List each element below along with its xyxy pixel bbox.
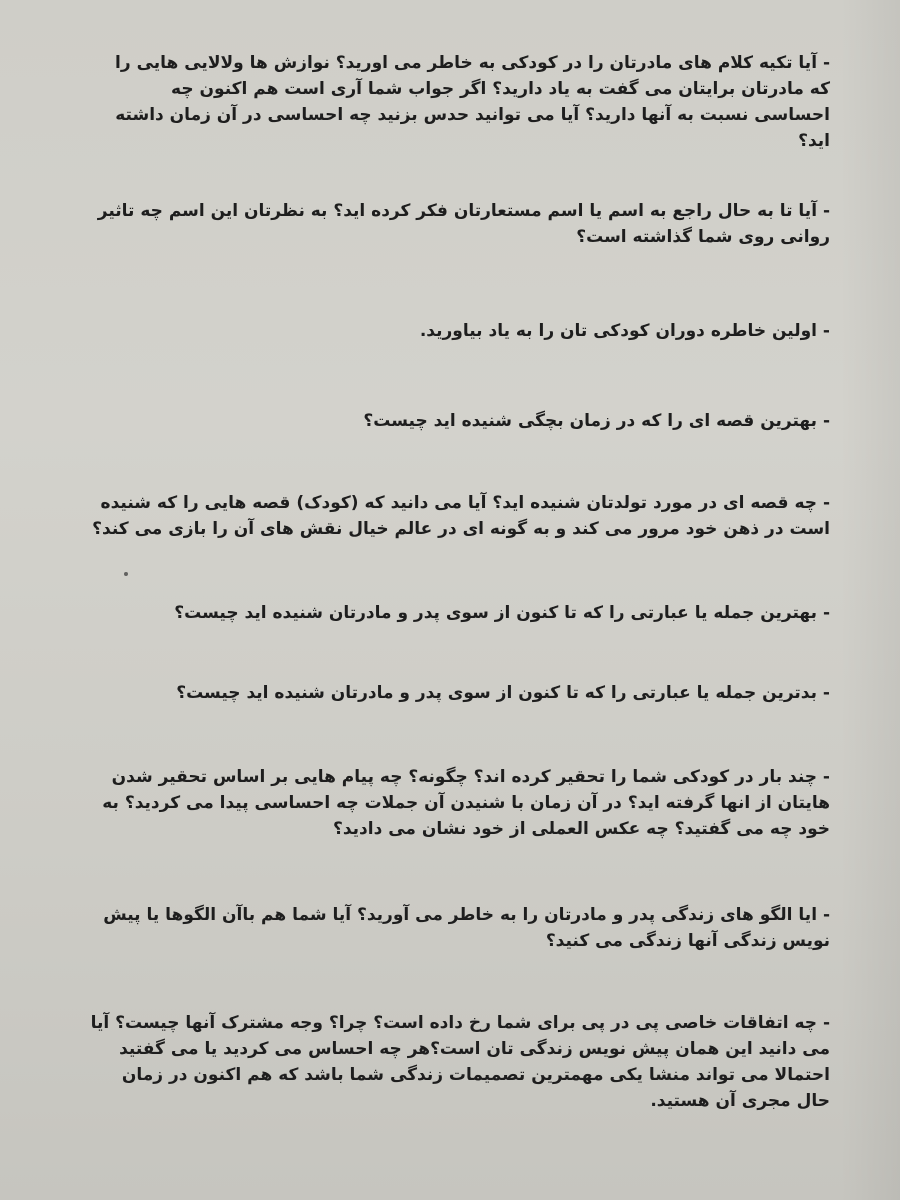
question-8: - چند بار در کودکی شما را تحقیر کرده اند؟ چگونه؟ چه پیام هایی بر اساس تحقیر شدن هایتان از انها گرفته اید؟ در آن زمان با شنیدن آن جملات چه احساسی پیدا می کردید؟ به خود چه می گفتید؟ چه عکس العملی از خود نشان می دادید؟ xyxy=(102,767,830,839)
question-6: - بهترین جمله یا عبارتی را که تا کنون از سوی پدر و مادرتان شنیده اید چیست؟ xyxy=(174,603,830,623)
question-3: - اولین خاطره دوران کودکی تان را به یاد بیاورید. xyxy=(419,321,830,341)
question-5: - چه قصه ای در مورد تولدتان شنیده اید؟ آیا می دانید که (کودک) قصه هایی را که شنیده است در ذهن خود مرور می کند و به گونه ای در عالم خیال نقش های آن را بازی می کند؟ xyxy=(92,493,830,539)
page-shadow xyxy=(840,0,900,1200)
question-10: - چه اتفاقات خاصی پی در پی برای شما رخ داده است؟ چرا؟ وجه مشترک آنها چیست؟ آیا می دانید این همان پیش نویس زندگی تان است؟هر چه احساس می کردید یا می گفتید احتمالا می تواند منشا یکی مهمترین تصمیمات زندگی شما باشد که هم اکنون در زمان حال مجری آن هستید. xyxy=(90,1013,830,1111)
question-4: - بهترین قصه ای را که در زمان بچگی شنیده اید چیست؟ xyxy=(363,411,830,431)
paper-speck xyxy=(124,572,128,576)
question-1: - آیا تکیه کلام های مادرتان را در کودکی به خاطر می اورید؟ نوازش ها ولالایی هایی را که مادرتان برایتان می گفت به یاد دارید؟ اگر جواب شما آری است هم اکنون چه احساسی نسبت به آنها دارید؟ آیا می توانید حدس بزنید چه احساسی در آن زمان داشته اید؟ xyxy=(115,53,830,151)
question-7: - بدترین جمله یا عبارتی را که تا کنون از سوی پدر و مادرتان شنیده اید چیست؟ xyxy=(176,683,830,703)
question-2: - آیا تا به حال راجع به اسم یا اسم مستعارتان فکر کرده اید؟ به نظرتان این اسم چه تاثیر روانی روی شما گذاشته است؟ xyxy=(97,201,830,247)
question-9: - ایا الگو های زندگی پدر و مادرتان را به خاطر می آورید؟ آیا شما هم باآن الگوها یا پیش نویس زندگی آنها زندگی می کنید؟ xyxy=(103,905,830,951)
